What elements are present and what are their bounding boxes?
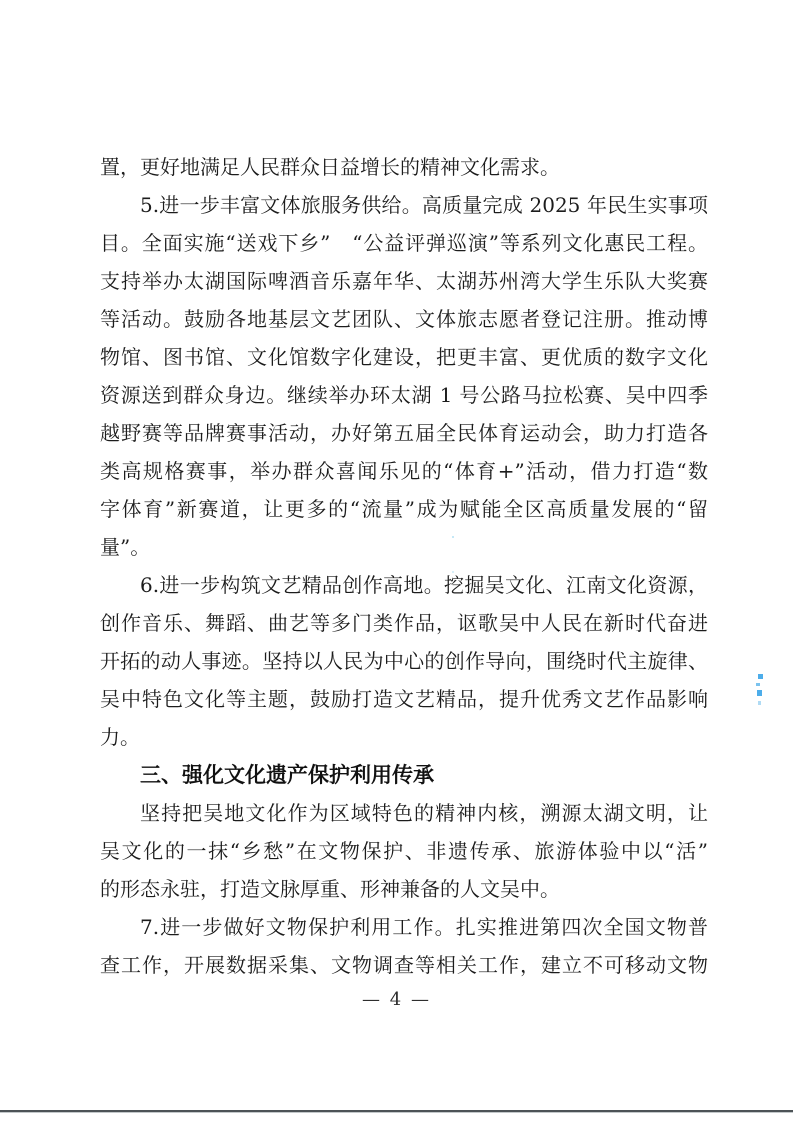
text-line: 坚持把吴地文化作为区域特色的精神内核，溯源太湖文明，让 bbox=[140, 801, 708, 825]
text-line: 资源送到群众身边。继续举办环太湖 1 号公路马拉松赛、吴中四季 bbox=[100, 383, 708, 407]
section-heading: 三、强化文化遗产保护利用传承 bbox=[140, 763, 434, 787]
text-line: 吴文化的一抹“乡愁”在文物保护、非遗传承、旅游体验中以“活” bbox=[100, 839, 708, 863]
text-line: 吴中特色文化等主题，鼓励打造文艺精品，提升优秀文艺作品影响 bbox=[100, 687, 708, 711]
text-line: 5.进一步丰富文体旅服务供给。高质量完成 2025 年民生实事项 bbox=[140, 193, 708, 217]
text-line: 物馆、图书馆、文化馆数字化建设，把更丰富、更优质的数字文化 bbox=[100, 345, 708, 369]
text-line: 量”。 bbox=[100, 535, 151, 559]
text-line: 创作音乐、舞蹈、曲艺等多门类作品，讴歌吴中人民在新时代奋进 bbox=[100, 611, 708, 635]
text-line: 目。全面实施“送戏下乡” “公益评弹巡演”等系列文化惠民工程。 bbox=[100, 231, 708, 255]
scan-artifact-speck bbox=[757, 690, 762, 696]
scan-artifact-speck bbox=[452, 536, 454, 538]
text-line: 7.进一步做好文物保护利用工作。扎实推进第四次全国文物普 bbox=[140, 915, 708, 939]
text-line: 越野赛等品牌赛事活动，办好第五届全民体育运动会，助力打造各 bbox=[100, 421, 708, 445]
text-line: 开拓的动人事迹。坚持以人民为中心的创作导向，围绕时代主旋律、 bbox=[100, 649, 708, 673]
text-line: 查工作，开展数据采集、文物调查等相关工作，建立不可移动文物 bbox=[100, 953, 708, 977]
text-line: 6.进一步构筑文艺精品创作高地。挖掘吴文化、江南文化资源， bbox=[140, 573, 708, 597]
scan-artifact-speck bbox=[756, 683, 760, 686]
page-number: — 4 — bbox=[362, 989, 431, 1010]
text-line: 置，更好地满足人民群众日益增长的精神文化需求。 bbox=[100, 155, 560, 179]
scan-artifact-speck bbox=[452, 571, 454, 573]
scan-artifact-speck bbox=[758, 701, 761, 705]
scan-edge-line bbox=[0, 1110, 793, 1113]
text-line: 支持举办太湖国际啤酒音乐嘉年华、太湖苏州湾大学生乐队大奖赛 bbox=[100, 269, 708, 293]
text-line: 类高规格赛事，举办群众喜闻乐见的“体育+”活动，借力打造“数 bbox=[100, 459, 708, 483]
text-line: 力。 bbox=[100, 725, 140, 749]
text-line: 的形态永驻，打造文脉厚重、形神兼备的人文吴中。 bbox=[100, 877, 560, 901]
scan-artifact-speck bbox=[758, 674, 763, 679]
text-line: 字体育”新赛道，让更多的“流量”成为赋能全区高质量发展的“留 bbox=[100, 497, 708, 521]
text-line: 等活动。鼓励各地基层文艺团队、文体旅志愿者登记注册。推动博 bbox=[100, 307, 708, 331]
document-text-block bbox=[100, 148, 708, 984]
